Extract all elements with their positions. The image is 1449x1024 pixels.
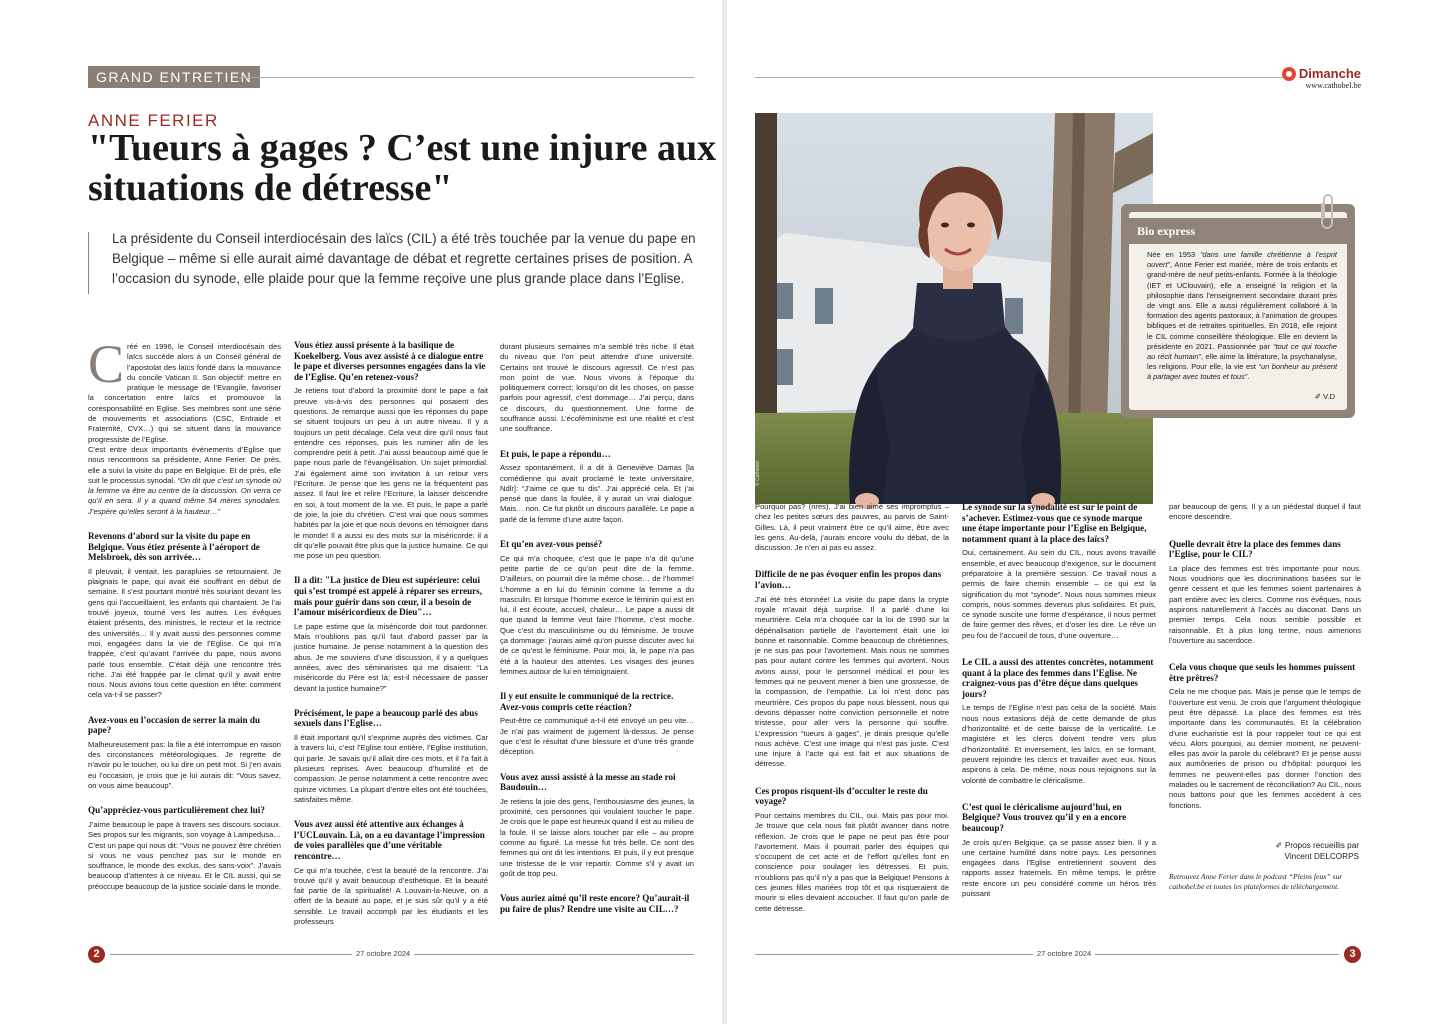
interview-answer: Oui, certainement. Au sein du CIL, nous avons travaillé ensemble, et avec beaucoup d’exigence, sur le document préparatoire à la première session. Ce travail nous a permis de faire chemin ensemble – ce qui est la signification du mot “synode”. Nous nous sommes mieux compris, nous sommes devenus plus solidaires. Et puis, ce synode suscite une forme d’espérance, il nous permet de faire germer des rêves, et d’oser les dire. Le rêve un peu fou de l’accueil de tous, d’une ouverture… xyxy=(962,548,1156,640)
interview-question: Il y eut ensuite le communiqué de la rectrice. Avez-vous compris cette réaction? xyxy=(500,691,674,712)
photo-credit: © Cathobel xyxy=(755,460,761,486)
portrait-photo xyxy=(755,113,1153,504)
interview-question: Qu’appréciez-vous particulièrement chez lui? xyxy=(88,805,265,816)
podcast-promo: Retrouvez Anne Ferier dans le podcast “Pleins feux” sur cathobel.be et toutes les plateformes de téléchargement. xyxy=(1169,872,1343,892)
pen-icon: ✐ xyxy=(1314,392,1322,401)
article-column-2 xyxy=(294,340,488,926)
interview-answer: Assez spontanément, il a dit à Geneviève Damas [la comédienne qui avait proclamé le texte universitaire, Ndlr]: “J’aime ce que tu dis”. J’ai apprécié cela. Et j’ai pensé que dans la foulée, il y aurait un vrai dialogue. Mais… non. Ce fut plutôt un discours parallèle. Le pape a parlé de la femme d’une autre façon. xyxy=(500,463,694,524)
bio-signature: ✐ V.D xyxy=(1314,392,1335,401)
interview-question: Avez-vous eu l’occasion de serrer la main du pape? xyxy=(88,714,261,736)
body-paragraph: durant plusieurs semaines m’a semblé très riche. Il était du niveau que l’on peut attendre d’une université. Certains ont trouvé le discours agressif. Ce n’est pas mon point de vue. Nous vivons à l’époque du politiquement correct; lorsqu’on dit les choses, on passe parfois pour agressif, c’est dommage… J’ai perçu, dans ce discours, du questionnement. Une forme de souffrance aussi. L’écoféminisme est une réalité et c’est une souffrance. xyxy=(500,342,694,434)
interview-answer: Je crois qu’en Belgique, ça se passe assez bien. Il y a une certaine humilité dans notre pays. Les personnes engagées dans l’Eglise entretiennent souvent des rapports assez fraternels. En même temps, le prêtre reste encore un peu considéré comme un héros très puissant xyxy=(962,837,1156,899)
interview-question: Précisément, le pape a beaucoup parlé des abus sexuels dans l’Eglise… xyxy=(294,707,478,729)
interviewee-name: ANNE FERIER xyxy=(88,111,219,130)
interview-answer: Cela ne me choque pas. Mais je pense que le temps de l’ouverture est venu. Je crois que l’argument théologique peut être dépassé. La place des femmes est très importante dans les communautés. Et la célébration d’une eucharistie est là pour rappeler tout ce qui est vécu. Alors pourquoi, au dernier moment, ne peuvent-elles pas avoir la parole du célébrant? Et je pense aussi aux aumôneries de prison ou d’hôpital: pourquoi les femmes ne peuvent-elles pas donner l’onction des malades ou le sacrement de réconciliation? Au CIL, nous nous battons pour que les femmes accèdent à ces fonctions. xyxy=(1169,687,1361,810)
page-number: 2 xyxy=(88,946,105,963)
bio-text: Née en 1953 “dans une famille chrétienne à l’esprit ouvert”, Anne Ferier est mariée, mère de trois enfants et grand-mère de neuf petits-enfants. Formée à la théologie (IET et UClouvain), elle a enseigné la religion et la philosophie dans l’enseignement secondaire durant près de vingt ans. Elle a aussi régulièrement collaboré à la formation des agents pastoraux, à l’animation de groupes bibliques et de retraites spirituelles. En 2018, elle rejoint le CIL comme conseillère théologique. Elle en devient la présidente en 2021. Passionnée par “tout ce qui touche au récit humain”, elle aime la littérature, la psychanalyse, les religions. Pour elle, la vie est “un bonheur au présent à partager avec toutes et tous”. xyxy=(1147,250,1337,382)
interview-question: Et puis, le pape a répondu… xyxy=(500,448,611,459)
left-page xyxy=(0,0,722,1024)
interview-question: Vous étiez aussi présente à la basilique de Koekelberg. Vous avez assisté à ce dialogue entre le pape et diverses personnes engagées dans la vie de l’Eglise. Qu’en retenez-vous? xyxy=(294,340,486,382)
interview-answer: Il était important qu’il s’exprime auprès des victimes. Car à travers lui, c’est l’Eglise tout entière, l’Eglise institution, qui parle. Je savais qu’il allait dire ces mots, et il l’a fait à plusieurs reprises. Avec beaucoup d’humilité et de compassion. Je pense notamment à cette rencontre avec quinze victimes. La plupart d’entre elles ont été touchées, satisfaites même. xyxy=(294,733,488,804)
lead-paragraph: La présidente du Conseil interdiocésain des laïcs (CIL) a été très touchée par la venue du pape en Belgique – même si elle aurait aimé davantage de débat et regrette certaines prises de position. A l’occasion du synode, elle plaide pour que la femme reçoive une plus grande place dans l’Eglise. xyxy=(112,231,696,286)
interview-answer: Pour certains membres du CIL, oui. Mais pas pour moi. Je trouve que cela nous fait plutôt avancer dans notre réflexion. Je crois que le pape ne peut pas être pour l’avortement. Mais il pourrait parler des équipes qui s’occupent de cet acte et de l’effort qu’elles font en conscience pour soulager les détresses. Et puis, n’oublions pas qu’il n’y a pas que la Belgique! Pensons à ces jeunes filles mariées trop tôt et qui risqueraient de mourir si elles devaient accoucher. Il faut qu’on parle de cette détresse. xyxy=(755,810,949,913)
interview-question: Le CIL a aussi des attentes concrètes, notamment quant à la place des femmes dans l’Eglise. Ne craignez-vous pas d’être déçue dans quelques jours? xyxy=(962,657,1154,699)
interview-answer: J’aime beaucoup le pape à travers ses discours sociaux. Ses propos sur les migrants, son voyage à Lampedusa… C’est un pape qui nous dit: “Vous ne pouvez être chrétien si vous ne vous penchez pas sur le monde en souffrance, le monde des exclus, des sans-voix”. J’avais beaucoup d’attentes à ce niveau. Et le CIL aussi, qui se préoccupe beaucoup de la justice sociale dans le monde. xyxy=(88,819,281,891)
interview-answer: Il pleuvait, il ventait, les parapluies se retournaient. Je plaignais le pape, qui avait été souffrant en début de semaine. Il s’est pourtant montré très souriant devant les gens qui l’accueillaient, les enfants qui chantaient. Je l’ai trouvé joyeux, tourné vers les autres. Les évêques étaient présents, des ministres, le recteur et la rectrice des universités… Il y avait aussi des personnes comme moi, engagées dans la vie de l’Eglise. Ce qui m’a frappée, c’est qu’avant l’arrivée du pape, nous avons parlé tous ensemble. C’était déjà une rencontre très riche. J’ai été frappée par le climat qu’il y avait entre nous. Nous avions tous cette question en tête: comment cela va-t-il se passer? xyxy=(88,566,281,700)
logo-url: www.cathobel.be xyxy=(1305,81,1361,90)
interview-question: Vous avez aussi été attentive aux échanges à l’UCLouvain. Là, on a eu davantage l’impression de voies parallèles que d’une véritable rencontre… xyxy=(294,819,485,861)
interview-answer: Le temps de l’Eglise n’est pas celui de la société. Mais nous nous extasions déjà de cette demande de plus d’horizontalité et de cette baisse de la verticalité. Le magistère et les clercs doivent tendre vers plus d’horizontalité. Et inversement, les laïcs, en se formant, peuvent rejoindre les clercs et travailler avec eux. Nous aspirons à cela. De même, nous nous rejoignons sur la volonté de combattre le cléricalisme. xyxy=(962,703,1156,785)
body-paragraph: C’est entre deux importants événements d’Eglise que nous rencontrons sa présidente, Anne Ferier. De près, elle a suivi la visite du pape en Belgique. Et de près, elle suit le processus synodal. “On dit que c’est un synode où la femme va être au centre de la discussion. On verra ce qu’il en sera. Il y a quand même 54 mères synodales. J’espère qu’elles seront à la hauteur…” xyxy=(88,444,281,516)
portrait-illustration xyxy=(755,113,1153,504)
interview-credits: ✐ Propos recueillis par Vincent DELCORPS xyxy=(1169,840,1359,862)
bio-title: Bio express xyxy=(1137,224,1196,238)
interview-question: Vous auriez aimé qu’il reste encore? Qu’aurait-il pu faire de plus? Rendre une visite au CIL…? xyxy=(500,893,690,914)
publication-logo xyxy=(1282,66,1361,90)
interview-question: Difficile de ne pas évoquer enfin les propos dans l’avion… xyxy=(755,569,942,591)
article-column-6 xyxy=(1169,502,1361,832)
interview-answer: Le pape estime que la miséricorde doit tout pardonner. Mais n’oublions pas qu’il faut d’abord passer par la justice humaine. Je pense notamment à la question des abus. Je me souviens d’une discussion, il y a quelques années, avec des séminaristes qui me disaient: “La miséricorde du Père est là; est-il nécessaire de passer devant la justice humaine?” xyxy=(294,621,488,693)
section-rubric: GRAND ENTRETIEN xyxy=(88,66,260,88)
interview-question: Et qu’en avez-vous pensé? xyxy=(500,539,603,550)
interview-answer: Ce qui m’a choquée, c’est que le pape n’a dit qu’une petite partie de ce qu’on peut dire de la femme. D’ailleurs, on pourrait dire la même chose… de l’homme! L’homme a en lui du féminin comme la femme a du masculin. Et lorsque l’homme exerce le féminin qui est en lui, il est écoute, accueil, chaleur… Le pape a aussi dit que quand la femme veut faire l’homme, c’est moche. Que c’est du masculinisme ou du féminisme. Je trouve ça dommage: j’aurais aimé qu’on puisse discuter avec lui de ce qu’est le féminisme. Pour moi, là, le pape n’a pas été à la hauteur des attentes. Les visages des jeunes femmes autour de lui en témoignaient. xyxy=(500,553,694,676)
interview-question: Le synode sur la synodalité est sur le point de s’achever. Estimez-vous que ce synode marque une étape importante pour l’Eglise en Belgique, notamment quant à la place des laïcs? xyxy=(962,502,1147,544)
right-page xyxy=(727,0,1449,1024)
interview-answer: J’ai été très étonnée! La visite du pape dans la crypte royale m’avait déjà surprise. Il a parlé d’une loi meurtrière. Cela m’a choquée car la loi de 1990 sur la dépénalisation partielle de l’avortement était une loi bonne et raisonnable. Comme beaucoup de chrétiennes, je ne suis pas pour l’avortement. Mais nous ne sommes pas pour autant contre les femmes qui avortent. Nous avons aussi, pour le personnel médical et pour les femmes qui ne peuvent mener à bien une grossesse, de la compassion, de l’empathie. La loi n’est donc pas meurtrière. Ces propos du pape nous blessent, nous qui devons dépasser notre conviction personnelle et notre tristesse, pour aller vers la personne qui souffre. L’expression “tueurs à gages”, je dirais presque qu’elle nous achève. C’est une image qui n’est pas juste. C’est une injure à l’acte qui est fait et aux situations de détresse. xyxy=(755,594,949,769)
article-column-5 xyxy=(962,502,1156,912)
interview-answer: Je retiens tout d’abord la proximité dont le pape a fait preuve vis-à-vis des personnes qui posaient des questions. Je remarque aussi que les réponses du pape se situent toujours un peu à un autre niveau. Il y a toujours un petit décalage. Cela veut dire qu’il nous faut entendre ces réponses, puis les ruminer afin de les comprendre petit à petit. J’ai aussi beaucoup aimé que le pape nous parle de l’évangélisation. Un sujet primordial. J’ai également aimé son invitation à un retour vers l’Ecriture. Je pense que les gens ne la fréquentent pas assez. Il faut lire et relire l’Ecriture, la laisser descendre en soi, à tout moment de la vie. Et puis, le pape a parlé de joie, la joie du chrétien. C’est vrai que nous sommes habités par la joie et que nous devons en témoigner dans le monde! Il a aussi eu des mots sur la miséricorde: il a dit qu’elle pouvait être plus que la justice humaine. Ce qui me pose un peu question. xyxy=(294,386,488,561)
body-paragraph: par beaucoup de gens. Il y a un piédestal duquel il faut encore descendre. xyxy=(1169,502,1361,522)
interview-question: Cela vous choque que seuls les hommes puissent être prêtres? xyxy=(1169,662,1356,683)
paperclip-icon xyxy=(1316,191,1338,231)
pen-icon: ✐ xyxy=(1275,841,1283,850)
header-rule xyxy=(240,77,694,78)
interview-answer: Malheureusement pas: la file a été interrompue en raison des circonstances météorologiques. Je regrette de n’avoir pu le toucher, ou lui dire un petit mot. Si j’en avais eu l’occasion, je crois que je lui aurais dit: “Vous savez, on vous aime beaucoup”. xyxy=(88,739,281,791)
headline: "Tueurs à gages ? C’est une injure aux situations de détresse" xyxy=(88,127,717,209)
bio-express-box xyxy=(1121,204,1355,418)
interview-question: Ces propos risquent-ils d’occulter le reste du voyage? xyxy=(755,785,928,807)
header-rule xyxy=(755,77,1289,78)
interview-answer: Ce qui m’a touchée, c’est la beauté de la rencontre. J’ai trouvé qu’il y avait beaucoup d’esthétique. Et la beauté fait partie de la spiritualité! A Louvain-la-Neuve, on a offert de la beauté au pape, et je suis sûr qu’il y a été sensible. Le travail accompli par les étudiants et les professeurs xyxy=(294,865,488,926)
article-column-1 xyxy=(88,334,281,912)
body-paragraph: Pourquoi pas? (rires). J’ai bien aimé ses impromptus – chez les petites sœurs des pauvres, au parvis de Saint-Gilles. Là, il peut vraiment être ce qu’il aime, être avec les gens. Au-delà, j’aurais encore voulu du débat, de la discussion. Je n’en ai pas eu assez. xyxy=(755,502,949,553)
logo-name: Dimanche xyxy=(1298,66,1361,81)
interview-question: Quelle devrait être la place des femmes dans l’Eglise, pour le CIL? xyxy=(1169,538,1341,560)
drop-cap: C xyxy=(88,334,125,394)
issue-date: 27 octobre 2024 xyxy=(1033,949,1095,958)
intro-paragraph: Créé en 1996, le Conseil interdiocésain des laïcs succède alors à un Conseil général de l’apostolat des laïcs fondé dans la mouvance du concile Vatican II. Son objectif: mettre en pratique le message de l’Evangile, favoriser la concertation entre laïcs et promouvoir la coresponsabilité en Eglise. Ses membres sont une série de mouvements et associations (CSC, Entraide et Fraternité, CVX…) qui se situent dans la mouvance progressiste de l’Eglise. xyxy=(88,334,281,444)
dimanche-logo-icon xyxy=(1282,67,1296,81)
interview-question: Il a dit: "La justice de Dieu est supérieure: celui qui s’est trompé est appelé à réparer ses erreurs, mais pour guérir dans son cœur, il a besoin de l’amour miséricordieux de Dieu"… xyxy=(294,575,482,618)
article-column-4 xyxy=(755,502,949,912)
page-number: 3 xyxy=(1344,946,1361,963)
interview-question: C’est quoi le cléricalisme aujourd’hui, en Belgique? Vous trouvez qu’il y en a encore beaucoup? xyxy=(962,801,1127,833)
lead-bar xyxy=(88,232,89,294)
interview-answer: Peut-être ce communiqué a-t-il été envoyé un peu vite… Je n’ai pas vraiment de jugement là-dessus. Je pense que c’est le résultat d’une blessure et d’une très grande déception. xyxy=(500,716,694,757)
interview-answer: La place des femmes est très importante pour nous. Nous voudrions que les discriminations basées sur le genre cessent et que les femmes soient partenaires à part entière avec les clercs. Comme nos évêques, nous aspirons naturellement à l’accès au diaconat. Dans un premier temps. Cela nous semble possible et raisonnable. Et à plus long terme, nous aimerions l’ouverture au sacerdoce. xyxy=(1169,563,1361,645)
interview-question: Revenons d’abord sur la visite du pape en Belgique. Vous étiez présente à l’aéroport de Melsbroek, dès son arrivée… xyxy=(88,531,260,563)
author-name: Vincent DELCORPS xyxy=(1284,852,1359,861)
article-column-3 xyxy=(500,342,694,912)
interview-question: Vous avez aussi assisté à la messe au stade roi Baudouin… xyxy=(500,771,676,793)
interview-answer: Je retiens la joie des gens, l’enthousiasme des jeunes, la proximité, ces personnes qui voulaient toucher le pape. Je crois que le pape est heureux quand il est au milieu de la foule. Il se laisse alors toucher par elle – au propre comme au figuré. La messe fut très belle. Ce sont des femmes qui ont dit les intentions. Et puis, il y eut presque une tristesse de le voir repartir. Comme s’il y avait un goût de trop peu. xyxy=(500,796,694,878)
issue-date: 27 octobre 2024 xyxy=(352,949,414,958)
